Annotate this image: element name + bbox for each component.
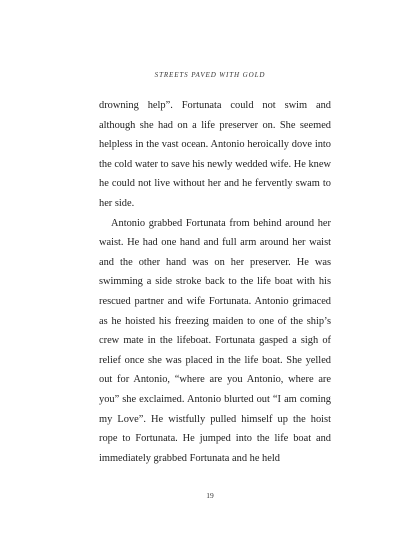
paragraph-continued: drowning help”. Fortunata could not swim and although she had on a life preserver on. She seemed helpless in the vast ocean. Antonio heroically dove into the cold water to save his newly wedded wife. He knew he could not live without her and he fervently swam to her side. <box>99 100 331 209</box>
paragraph: Antonio grabbed Fortunata from behind around her waist. He had one hand and full arm around her waist and the other hand was on her preserver. He was swimming a side stroke back to the life boat with his rescued partner and wife Fortunata. Antonio grimaced as he hoisted his freezing maiden to one of the ship’s crew mate in the lifeboat. Fortunata gasped a sigh of relief once she was placed in the life boat. She yelled out for Antonio, “where are you Antonio, where are you” she exclaimed. Antonio blurted out “I am coming my Love”. He wistfully pulled himself up the hoist rope to Fortunata. He jumped into the life boat and immediately grabbed Fortunata and he held <box>99 217 331 464</box>
running-head: STREETS PAVED WITH GOLD <box>154 71 266 79</box>
page-number: 19 <box>206 491 214 500</box>
body-text <box>99 96 331 468</box>
